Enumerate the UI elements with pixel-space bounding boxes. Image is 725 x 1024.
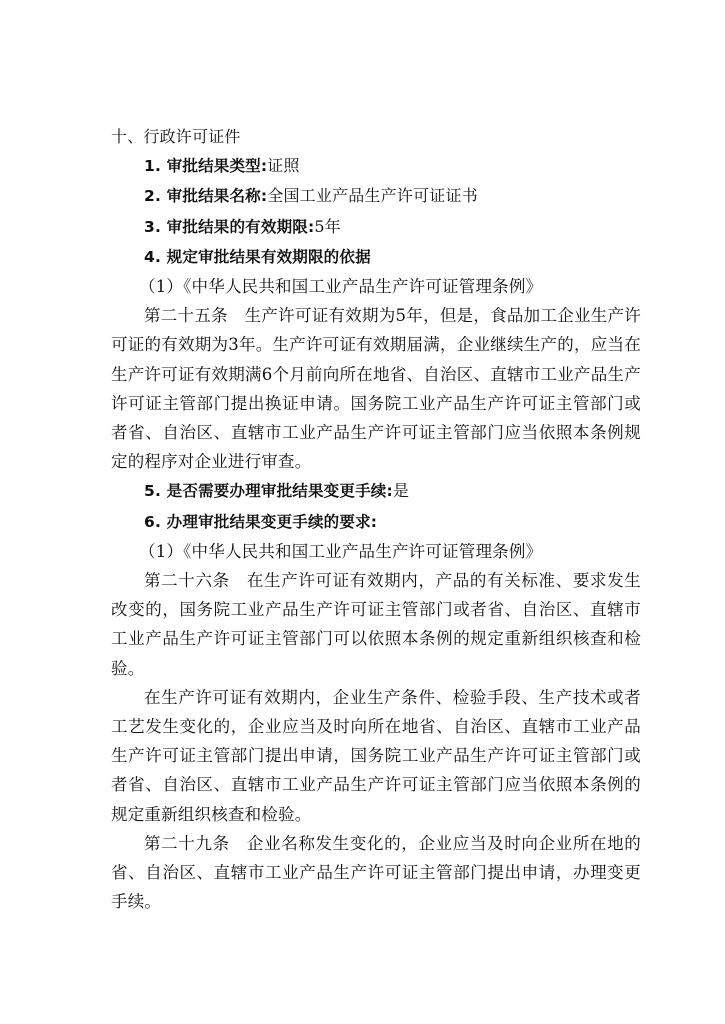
item-validity-label: 3. 审批结果的有效期限: — [144, 217, 315, 236]
item-change-needed-value: 是 — [392, 481, 410, 501]
item-validity-value: 5年 — [314, 216, 341, 236]
item-change-req-label: 6. 办理审批结果变更手续的要求: — [144, 512, 378, 531]
item-result-type-label: 1. 审批结果类型: — [144, 157, 268, 176]
item-basis-label: 4. 规定审批结果有效期限的依据 — [144, 247, 371, 266]
article-25: 第二十五条 生产许可证有效期为5年，但是，食品加工企业生产许可证的有效期为3年。生产许可证有效期届满，企业继续生产的，应当在生产许可证有效期满6个月前向所在地省、自治区、直辖市工业产品生产许可证主管部门提出换证申请。国务院工业产品生产许可证主管部门或者省、自治区、直辖市工业产品生产许可证主管部门应当依照本条例规定的程序对企业进行审查。 — [111, 306, 641, 472]
item-result-type — [111, 151, 641, 181]
item-result-name-value: 全国工业产品生产许可证证书 — [267, 186, 478, 206]
item-validity — [111, 212, 641, 242]
document-body — [111, 122, 641, 916]
article-29: 第二十九条 企业名称发生变化的，企业应当及时向企业所在地的省、自治区、直辖市工业产品生产许可证主管部门提出申请，办理变更手续。 — [111, 833, 641, 912]
item-change-req — [111, 507, 641, 537]
article-26-paragraph-2: 在生产许可证有效期内，企业生产条件、检验手段、生产技术或者工艺发生变化的，企业应当及时向所在地省、自治区、直辖市工业产品生产许可证主管部门提出申请，国务院工业产品生产许可证主管部门或者省、自治区、直辖市工业产品生产许可证主管部门应当依照本条例的规定重新组织核查和检验。 — [111, 687, 641, 824]
item-result-type-value: 证照 — [267, 156, 300, 176]
basis-law-title: （1）《中华人民共和国工业产品生产许可证管理条例》 — [139, 277, 543, 297]
item-change-needed-label: 5. 是否需要办理审批结果变更手续: — [144, 482, 393, 501]
item-result-name-label: 2. 审批结果名称: — [144, 187, 268, 206]
section-title: 十、行政许可证件 — [111, 127, 241, 146]
item-result-name — [111, 181, 641, 211]
change-law-title: （1）《中华人民共和国工业产品生产许可证管理条例》 — [139, 541, 543, 561]
item-basis — [111, 242, 641, 272]
item-change-needed — [111, 476, 641, 506]
article-26-paragraph-1: 第二十六条 在生产许可证有效期内，产品的有关标准、要求发生改变的，国务院工业产品生产许可证主管部门或者省、自治区、直辖市工业产品生产许可证主管部门可以依照本条例的规定重新组织核查和检验。 — [111, 571, 641, 678]
